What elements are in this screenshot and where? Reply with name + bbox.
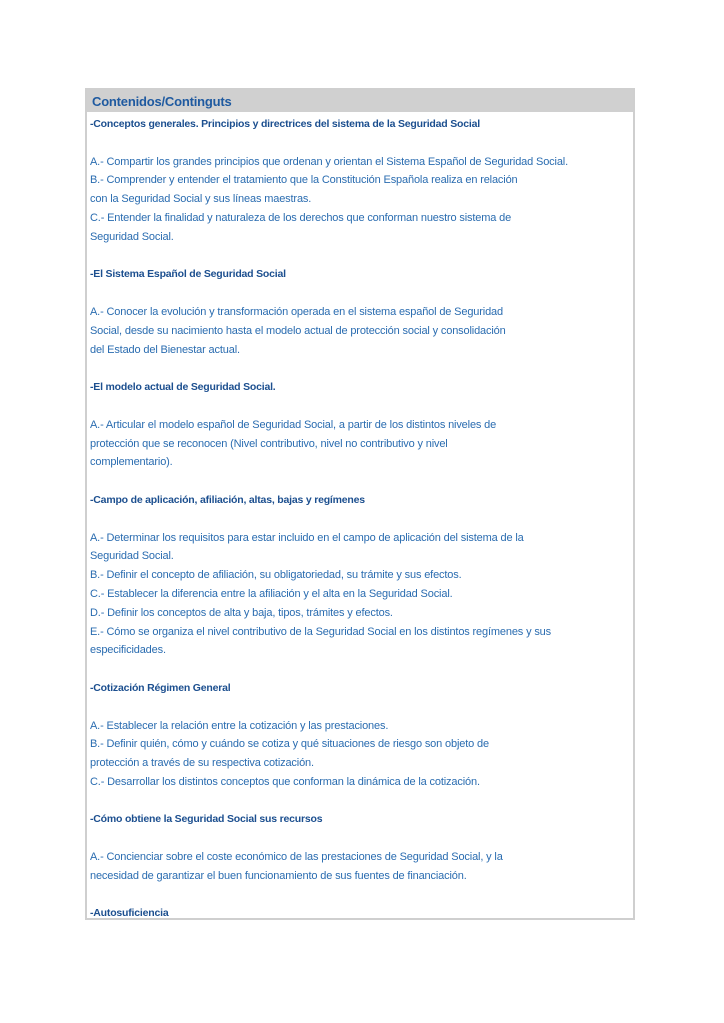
list-item: protección que se reconocen (Nivel contributivo, nivel no contributivo y nivel xyxy=(90,437,448,450)
table-header: Contenidos/Continguts xyxy=(87,90,633,112)
spacer xyxy=(90,792,633,811)
list-item: D.- Definir los conceptos de alta y baja, tipos, trámites y efectos. xyxy=(90,606,393,619)
spacer xyxy=(90,284,633,303)
spacer xyxy=(90,829,633,848)
section-autosuficiencia xyxy=(90,904,633,920)
spacer xyxy=(90,698,633,717)
list-item: C.- Desarrollar los distintos conceptos que conforman la dinámica de la cotización. xyxy=(90,775,480,788)
list-item: C.- Establecer la diferencia entre la afiliación y el alta en la Seguridad Social. xyxy=(90,587,453,600)
section-title: -Cotización Régimen General xyxy=(90,681,231,694)
section-title: -Cómo obtiene la Seguridad Social sus recursos xyxy=(90,813,323,826)
spacer xyxy=(90,134,633,153)
section-title: -Autosuficiencia xyxy=(90,907,169,920)
list-item: A.- Concienciar sobre el coste económico de las prestaciones de Seguridad Social, y la xyxy=(90,851,503,864)
list-item: protección a través de su respectiva cotización. xyxy=(90,757,314,770)
list-item: Seguridad Social. xyxy=(90,550,174,563)
section-cotizacion xyxy=(90,679,633,811)
list-item: C.- Entender la finalidad y naturaleza de los derechos que conforman nuestro sistema de xyxy=(90,211,512,224)
section-recursos xyxy=(90,810,633,904)
contents-table xyxy=(85,88,635,920)
spacer xyxy=(90,397,633,416)
list-item: Social, desde su nacimiento hasta el modelo actual de protección social y consolidación xyxy=(90,324,506,337)
list-item: A.- Compartir los grandes principios que ordenan y orientan el Sistema Español de Seguridad Social. xyxy=(90,155,568,168)
section-title: -El Sistema Español de Seguridad Social xyxy=(90,268,286,281)
list-item: A.- Establecer la relación entre la cotización y las prestaciones. xyxy=(90,719,389,732)
section-title: -Campo de aplicación, afiliación, altas, bajas y regímenes xyxy=(90,493,365,506)
section-sistema-espanol xyxy=(90,265,633,378)
table-content xyxy=(87,112,633,920)
section-modelo-actual xyxy=(90,378,633,491)
spacer xyxy=(90,359,633,378)
list-item: B.- Definir quién, cómo y cuándo se cotiza y qué situaciones de riesgo son objeto de xyxy=(90,738,489,751)
list-item: A.- Determinar los requisitos para estar incluido en el campo de aplicación del sistema de la xyxy=(90,531,524,544)
section-title: -Conceptos generales. Principios y directrices del sistema de la Seguridad Social xyxy=(90,118,480,130)
list-item: con la Seguridad Social y sus líneas maestras. xyxy=(90,193,312,206)
list-item: especificidades. xyxy=(90,644,166,657)
list-item: B.- Comprender y entender el tratamiento que la Constitución Española realiza en relación xyxy=(90,174,518,187)
list-item: del Estado del Bienestar actual. xyxy=(90,343,240,356)
list-item: complementario). xyxy=(90,456,173,469)
section-campo-aplicacion xyxy=(90,491,633,679)
list-item: necesidad de garantizar el buen funcionamiento de sus fuentes de financiación. xyxy=(90,869,467,882)
list-item: A.- Conocer la evolución y transformación operada en el sistema español de Seguridad xyxy=(90,305,503,318)
spacer xyxy=(90,660,633,679)
list-item: E.- Cómo se organiza el nivel contributivo de la Seguridad Social en los distintos regímenes y sus xyxy=(90,625,551,638)
spacer xyxy=(90,886,633,905)
section-title: -El modelo actual de Seguridad Social. xyxy=(90,381,276,394)
spacer xyxy=(90,247,633,266)
list-item: A.- Articular el modelo español de Seguridad Social, a partir de los distintos niveles de xyxy=(90,418,497,431)
spacer xyxy=(90,510,633,529)
list-item: Seguridad Social. xyxy=(90,230,174,243)
spacer xyxy=(90,472,633,491)
list-item: B.- Definir el concepto de afiliación, su obligatoriedad, su trámite y sus efectos. xyxy=(90,569,462,582)
section-conceptos-generales xyxy=(90,115,633,265)
